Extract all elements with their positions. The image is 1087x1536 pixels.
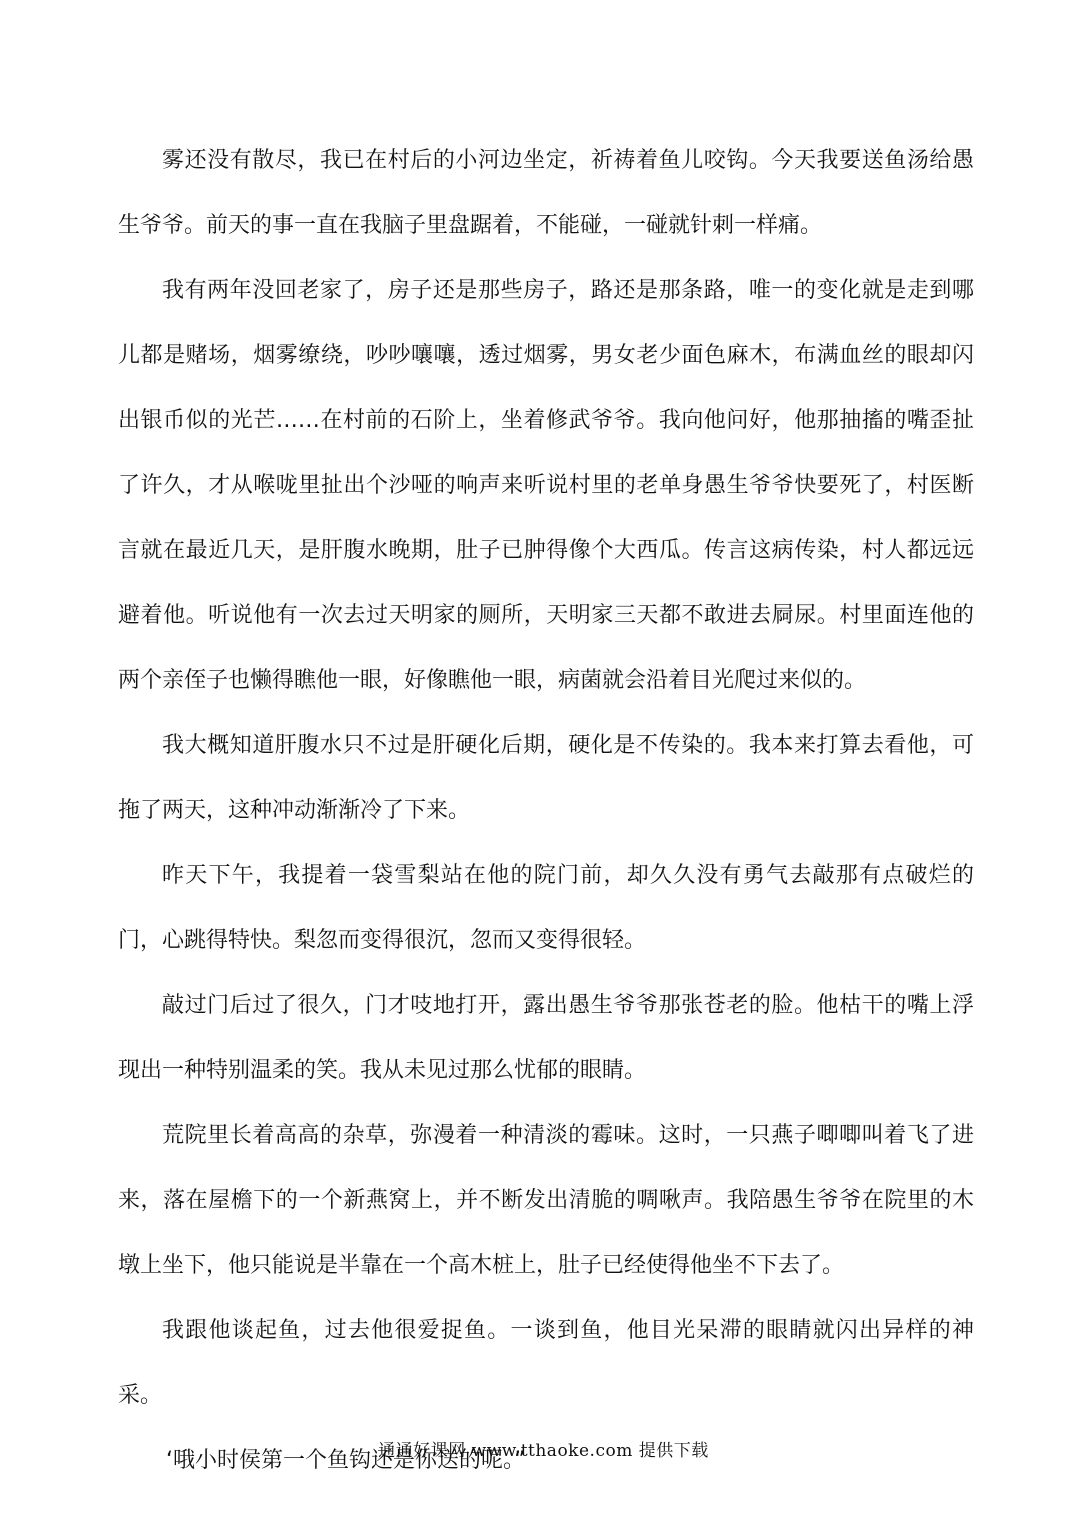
paragraph: 雾还没有散尽，我已在村后的小河边坐定，祈祷着鱼儿咬钩。今天我要送鱼汤给愚生爷爷。前天的事一直在我脑子里盘踞着，不能碰，一碰就针刺一样痛。 — [118, 148, 974, 238]
page-footer: 通通好课网 www.tthaoke.com 提供下载 — [378, 1441, 709, 1461]
paragraph: 我大概知道肝腹水只不过是肝硬化后期，硬化是不传染的。我本来打算去看他，可拖了两天，这种冲动渐渐冷了下来。 — [118, 733, 974, 823]
paragraph: 我跟他谈起鱼，过去他很爱捉鱼。一谈到鱼，他目光呆滞的眼睛就闪出异样的神采。 — [118, 1318, 974, 1408]
paragraph: 昨天下午，我提着一袋雪梨站在他的院门前，却久久没有勇气去敲那有点破烂的门，心跳得特快。梨忽而变得很沉，忽而又变得很轻。 — [118, 863, 974, 953]
paragraph: 我有两年没回老家了，房子还是那些房子，路还是那条路，唯一的变化就是走到哪儿都是赌场，烟雾缭绕，吵吵嚷嚷，透过烟雾，男女老少面色麻木，布满血丝的眼却闪出银币似的光芒……在村前的石阶上，坐着修武爷爷。我向他问好，他那抽搐的嘴歪扯了许久，才从喉咙里扯出个沙哑的响声来听说村里的老单身愚生爷爷快要死了，村医断言就在最近几天，是肝腹水晚期，肚子已肿得像个大西瓜。传言这病传染，村人都远远避着他。听说他有一次去过天明家的厕所，天明家三天都不敢进去屙尿。村里面连他的两个亲侄子也懒得瞧他一眼，好像瞧他一眼，病菌就会沿着目光爬过来似的。 — [118, 278, 974, 693]
paragraph-quote: ‘哦小时侯第一个鱼钩还是你送的呢。” — [166, 1448, 526, 1473]
paragraph: 荒院里长着高高的杂草，弥漫着一种清淡的霉味。这时，一只燕子唧唧叫着飞了进来，落在屋檐下的一个新燕窝上，并不断发出清脆的啁啾声。我陪愚生爷爷在院里的木墩上坐下，他只能说是半靠在一个高木桩上，肚子已经使得他坐不下去了。 — [118, 1123, 974, 1278]
document-body — [118, 128, 974, 1493]
paragraph: 敲过门后过了很久，门才吱地打开，露出愚生爷爷那张苍老的脸。他枯干的嘴上浮现出一种特别温柔的笑。我从未见过那么忧郁的眼睛。 — [118, 993, 974, 1083]
